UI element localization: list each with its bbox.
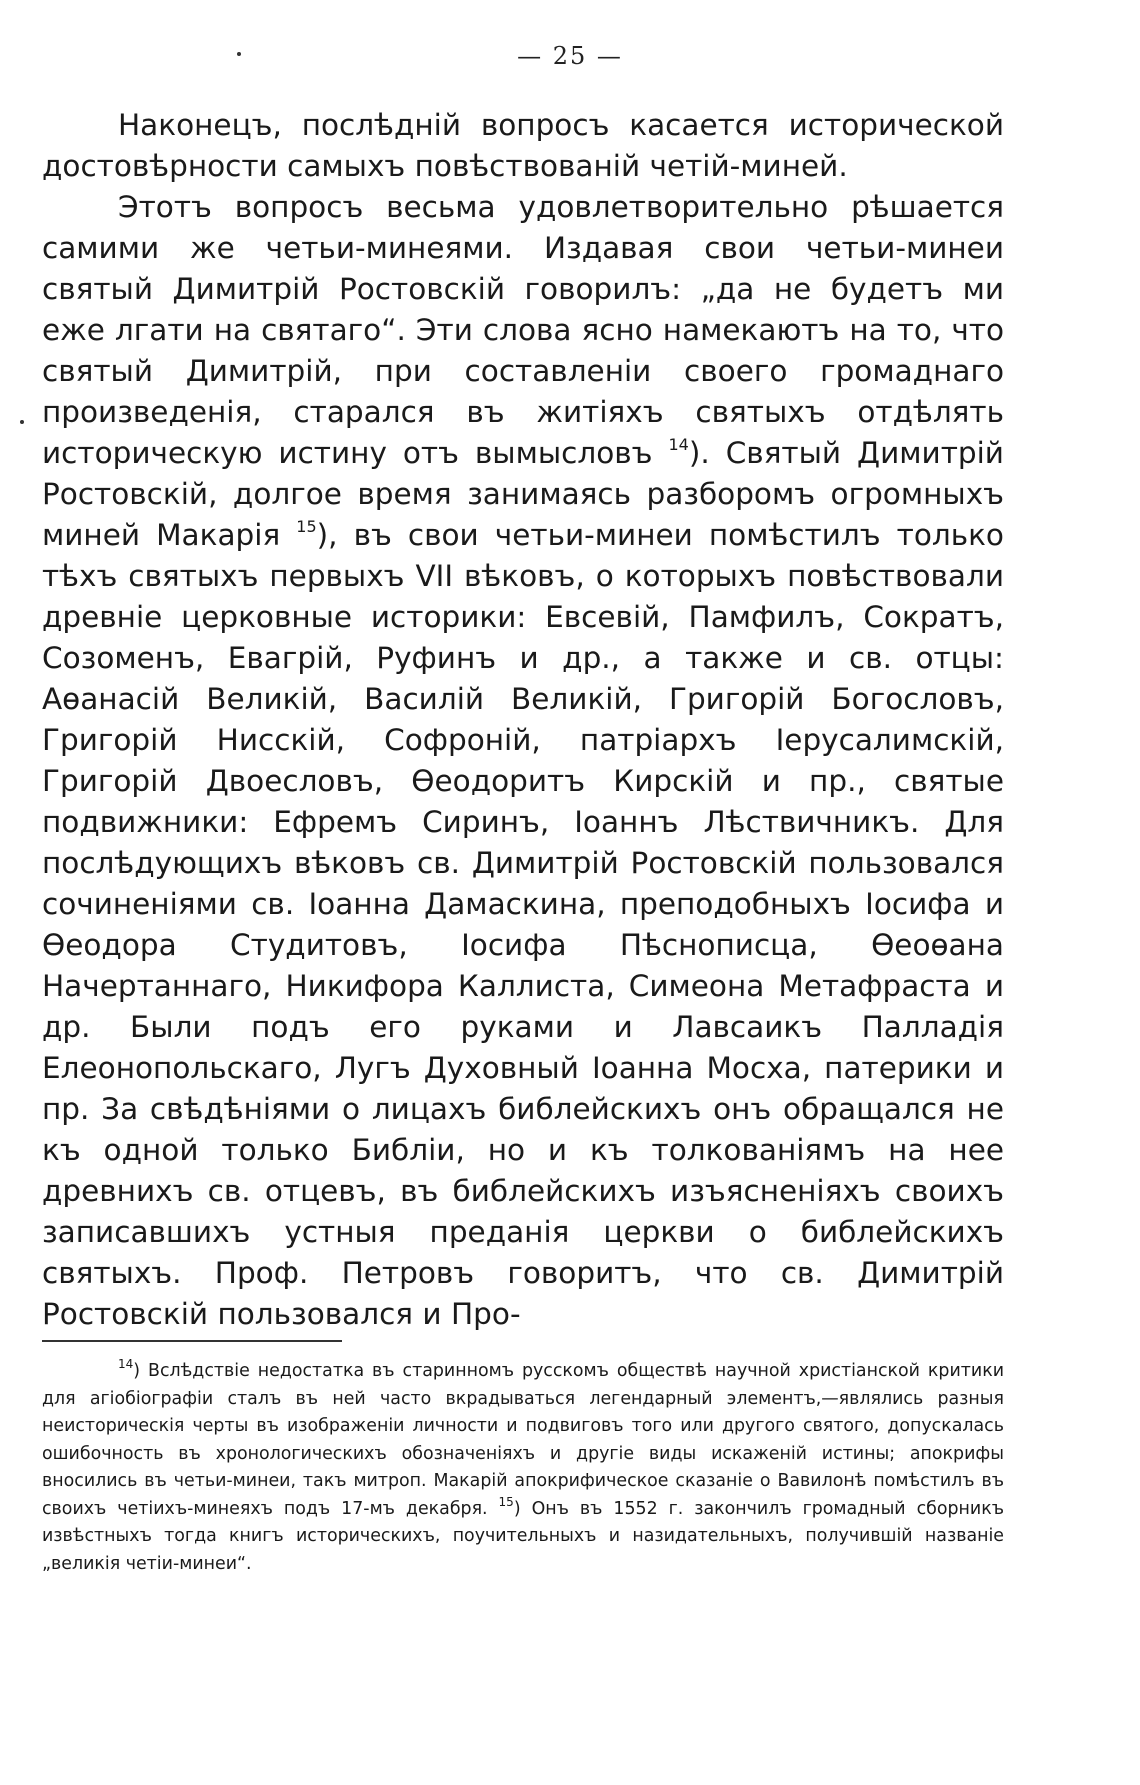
page-number: — 25 —	[517, 42, 623, 70]
stray-dot-mark	[237, 52, 241, 56]
footnote-divider	[42, 1340, 342, 1342]
footnote-15-text: ) Онъ въ 1552 г. закончилъ громадный сборникъ извѣстныхъ тогда книгъ историческихъ, поучительныхъ и назидательныхъ, получившій названіе „великія четіи-минеи“.	[42, 1498, 1004, 1574]
footnote-marker-15: 15	[498, 1494, 514, 1509]
paragraph-1: Наконецъ, послѣдній вопросъ касается исторической достовѣрности самыхъ повѣствованій четій-миней.	[42, 108, 1004, 183]
footnote-ref-15: 15	[296, 517, 317, 536]
footnote-marker-14: 14	[118, 1357, 134, 1371]
paragraph-2-part-b: ). Святый Димитрій Ростовскій, долгое время занимаясь разборомъ огромныхъ миней Макарія	[42, 436, 1004, 552]
paragraph-2	[42, 187, 1004, 1335]
footnotes	[42, 1358, 1004, 1578]
main-text	[42, 105, 1004, 1335]
paragraph-2-part-a: Этотъ вопросъ весьма удовлетворительно рѣшается самими же четьи-минеями. Издавая свои четьи-минеи святый Димитрій Ростовскій говорилъ: „да не будетъ ми еже лгати на святаго“. Эти слова ясно намекаютъ на то, что святый Димитрій, при составленіи своего громаднаго произведенія, старался въ житіяхъ святыхъ отдѣлять историческую истину отъ вымысловъ	[42, 190, 1004, 470]
paragraph-2-part-c: ), въ свои четьи-минеи помѣстилъ только тѣхъ святыхъ первыхъ VII вѣковъ, о которыхъ повѣствовали древніе церковные историки: Евсевій, Памфилъ, Сократъ, Созоменъ, Евагрій, Руфинъ и др., а также и св. отцы: Аѳанасій Великій, Василій Великій, Григорій Богословъ, Григорій Нисскій, Софроній, патріархъ Іерусалимскій, Григорій Двоесловъ, Ѳеодоритъ Кирскій и пр., святые подвижники: Ефремъ Сиринъ, Іоаннъ Лѣствичникъ. Для послѣдующихъ вѣковъ св. Димитрій Ростовскій пользовался сочиненіями св. Іоанна Дамаскина, преподобныхъ Іосифа и Ѳеодора Студитовъ, Іосифа Пѣснописца, Ѳеоѳана Начертаннаго, Никифора Каллиста, Симеона Метафраста и др. Были подъ его руками и Лавсаикъ Палладія Елеонопольскаго, Лугъ Духовный Іоанна Мосха, патерики и пр. За свѣдѣніями о лицахъ библейскихъ онъ обращался не къ одной только Библіи, но и къ толкованіямъ на нее древнихъ св. отцевъ, въ библейскихъ изъясненіяхъ своихъ записавшихъ устныя преданія церкви о библейскихъ святыхъ. Проф. Петровъ говоритъ, что св. Димитрій Ростовскій пользовался и Про-	[42, 518, 1004, 1331]
footnote-14-text: ) Вслѣдствіе недостатка въ старинномъ русскомъ обществѣ научной христіанской критики для агіобіографіи сталъ въ ней часто вкрадываться легендарный элементъ,—являлись разныя неисторическія черты въ изображеніи личности и подвиговъ того или другого святого, допускалась ошибочность въ хронологическихъ обозначеніяхъ и другіе виды искаженій истины; апокрифы вносились въ четьи-минеи, такъ митроп. Макарій апокрифическое сказаніе о Вавилонѣ помѣстилъ въ своихъ четіихъ-минеяхъ подъ 17-мъ декабря.	[42, 1361, 1004, 1519]
footnote-ref-14: 14	[668, 435, 689, 454]
footnote-14	[42, 1358, 1004, 1578]
stray-dot-mark	[20, 420, 24, 424]
